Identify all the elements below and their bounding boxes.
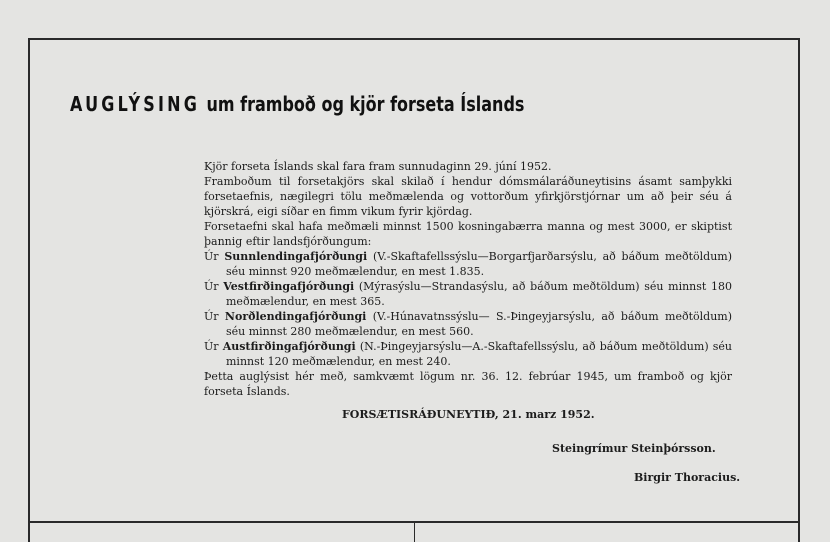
title-lead: AUGLÝSING: [70, 92, 201, 116]
item-quarter-name: Sunnlendingafjórðungi: [224, 250, 368, 263]
frame-top-rule: [28, 38, 800, 40]
frame-right-rule: [798, 38, 800, 542]
item-text: (V.-Húnavatnssýslu— S.-Þingeyjarsýslu, að báðum meðtöldum) séu minnst 280 meðmælendur, en mest 560.: [226, 310, 733, 338]
quarter-item: [204, 309, 732, 339]
announcement-body: [204, 159, 732, 399]
frame-left-rule: [28, 38, 30, 542]
item-quarter-name: Vestfirðingafjórðungi: [223, 280, 355, 293]
item-text: (Mýrasýslu—Strandasýslu, að báðum meðtöldum) séu minnst 180 meðmælendur, en mest 365.: [226, 280, 733, 308]
quarter-item: [204, 279, 732, 309]
title-rest: um framboð og kjör forseta Íslands: [206, 92, 525, 116]
item-prefix: Úr: [204, 310, 219, 323]
item-prefix: Úr: [204, 280, 219, 293]
item-quarter-name: Austfirðingafjórðungi: [222, 340, 356, 353]
paragraph-election-date: Kjör forseta Íslands skal fara fram sunnudaginn 29. júní 1952.: [204, 160, 552, 173]
signature-prime-minister: Steingrímur Steinþórsson.: [552, 442, 716, 455]
item-prefix: Úr: [204, 250, 219, 263]
page-title: [70, 92, 524, 116]
frame-divider-rule: [414, 521, 415, 542]
item-text: (N.-Þingeyjarsýslu—A.-Skaftafellssýslu, að báðum meðtöldum) séu minnst 120 meðmælendur, en mest 240.: [226, 340, 733, 368]
item-text: (V.-Skaftafellssýslu—Borgarfjarðarsýslu, að báðum meðtöldum) séu minnst 920 meðmælendur, en mest 1.835.: [226, 250, 733, 278]
quarter-item: [204, 249, 732, 279]
paragraph-endorsements: Forsetaefni skal hafa meðmæli minnst 1500 kosningabærra manna og mest 3000, er skiptist þannig eftir landsfjórðungum:: [204, 220, 732, 248]
signature-secretary: Birgir Thoracius.: [634, 471, 741, 484]
quarter-item: [204, 339, 732, 369]
paragraph-candidacy: Framboðum til forsetakjörs skal skilað í hendur dómsmálaráðuneytisins ásamt samþykki forsetaefnis, nægilegri tölu meðmælenda og vottorðum yfirkjörstjórnar um að þeir séu á kjörskrá, eigi síðar en fimm vikum fyrir kjördag.: [204, 175, 732, 218]
item-quarter-name: Norðlendingafjórðungi: [224, 310, 367, 323]
paragraph-closing: Þetta auglýsist hér með, samkvæmt lögum nr. 36. 12. febrúar 1945, um framboð og kjör forseta Íslands.: [204, 370, 732, 398]
item-prefix: Úr: [204, 340, 219, 353]
ministry-date-line: FORSÆTISRÁÐUNEYTIÐ, 21. marz 1952.: [342, 408, 595, 421]
